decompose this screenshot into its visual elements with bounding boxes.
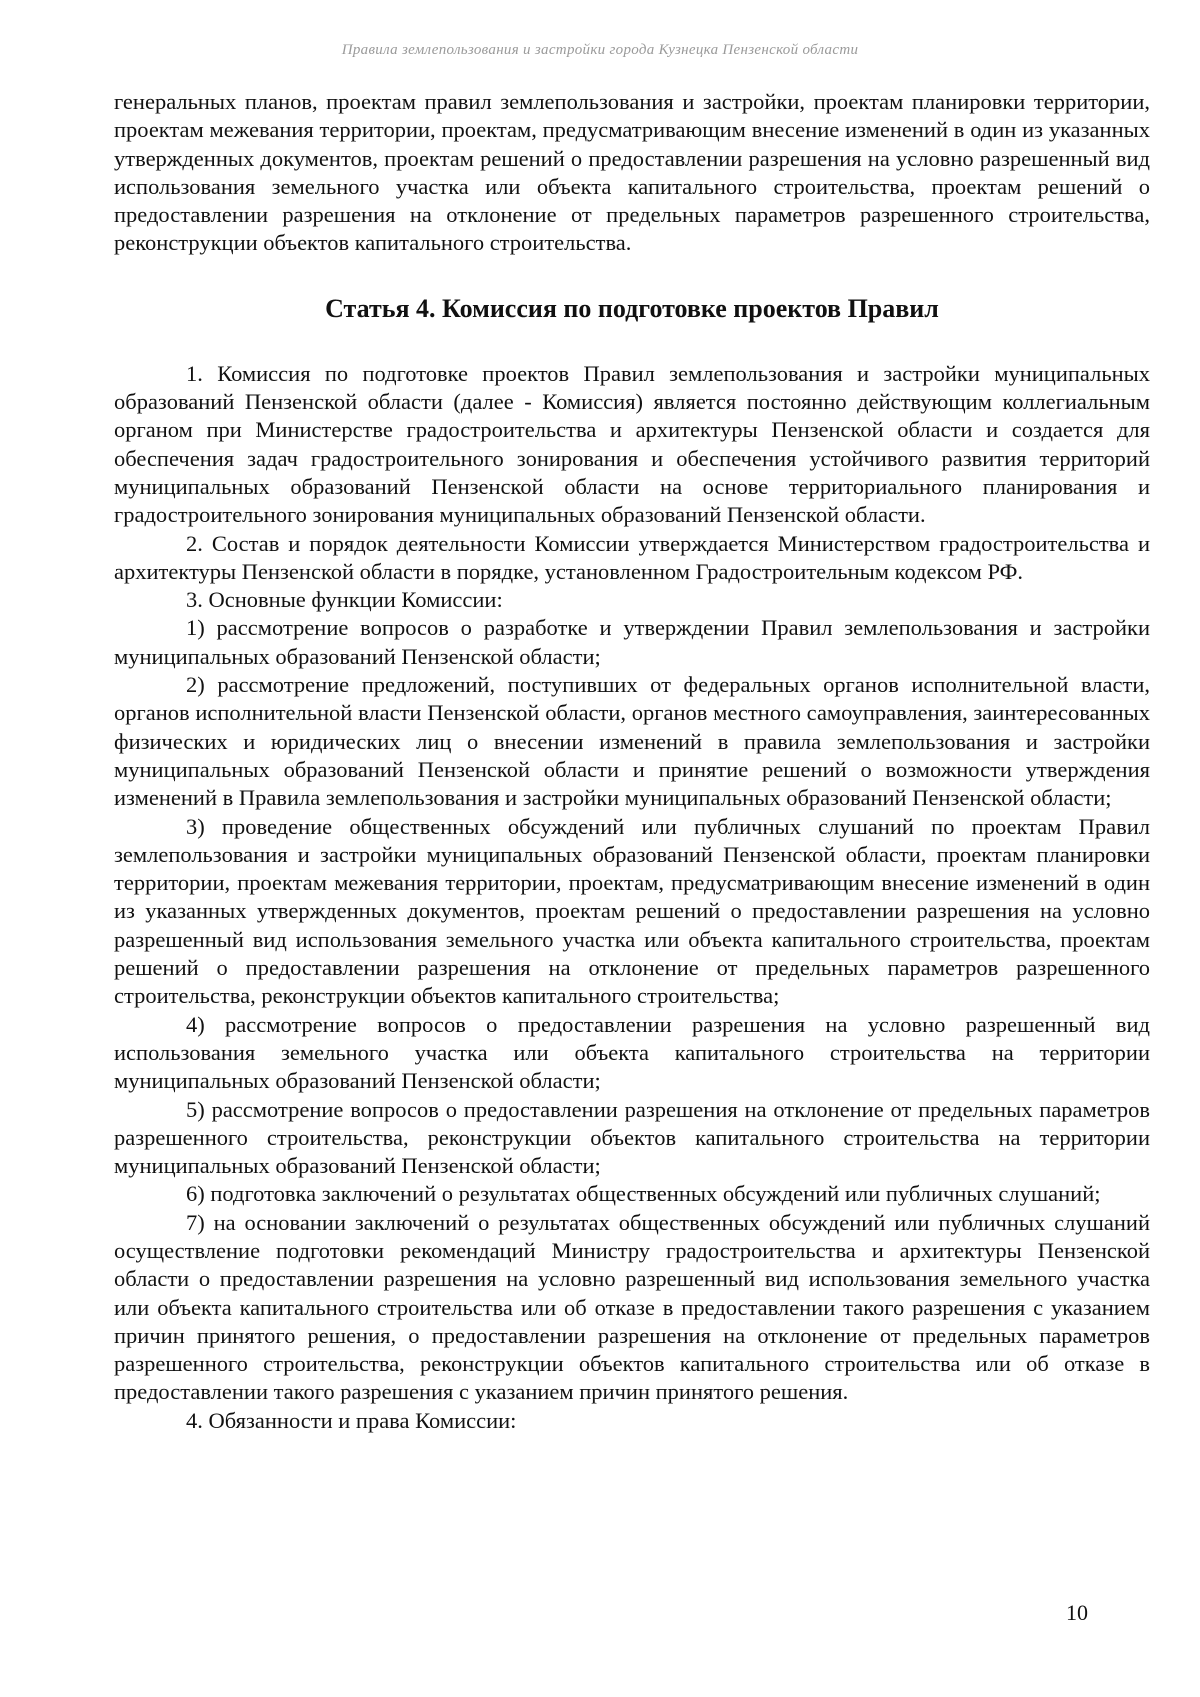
function-item-6: 6) подготовка заключений о результатах общественных обсуждений или публичных слушаний;: [186, 1181, 1101, 1207]
paragraph-continuation: генеральных планов, проектам правил землепользования и застройки, проектам планировки территории, проектам межевания территории, проектам, предусматривающим внесение изменений в один из указанных утвержденных документов, проектам решений о предоставлении разрешения на условно разрешенный вид использования земельного участка или объекта капитального строительства, проектам решений о предоставлении разрешения на отклонение от предельных параметров разрешенного строительства, реконструкции объектов капитального строительства.: [114, 89, 1150, 256]
function-item-7: 7) на основании заключений о результатах общественных обсуждений или публичных слушаний осуществление подготовки рекомендаций Министру градостроительства и архитектуры Пензенской области о предоставлении разрешения на условно разрешенный вид использования земельного участка или объекта капитального строительства или об отказе в предоставлении такого разрешения с указанием причин принятого решения, о предоставлении разрешения на отклонение от предельных параметров разрешенного строительства, реконструкции объектов капитального строительства или об отказе в предоставлении такого разрешения с указанием причин принятого решения.: [114, 1209, 1150, 1405]
document-body: [114, 88, 1150, 1435]
article-paragraph-2: 2. Состав и порядок деятельности Комиссии утверждается Министерством градостроительства и архитектуры Пензенской области в порядке, установленном Градостроительным кодексом РФ.: [114, 530, 1150, 584]
article-paragraph-1: 1. Комиссия по подготовке проектов Правил землепользования и застройки муниципальных образований Пензенской области (далее - Комиссия) является постоянно действующим коллегиальным органом при Министерстве градостроительства и архитектуры Пензенской области и создается для обеспечения задач градостроительного зонирования и обеспечения устойчивого развития территорий муниципальных образований Пензенской области на основе территориального планирования и градостроительного зонирования муниципальных образований Пензенской области.: [114, 360, 1150, 528]
function-item-5: 5) рассмотрение вопросов о предоставлении разрешения на отклонение от предельных параметров разрешенного строительства, реконструкции объектов капитального строительства на территории муниципальных образований Пензенской области;: [114, 1096, 1150, 1179]
article-title: Статья 4. Комиссия по подготовке проектов Правил: [325, 293, 939, 323]
page-number: 10: [1066, 1600, 1088, 1625]
function-item-1: 1) рассмотрение вопросов о разработке и утверждении Правил землепользования и застройки муниципальных образований Пензенской области;: [114, 615, 1150, 669]
function-item-3: 3) проведение общественных обсуждений или публичных слушаний по проектам Правил землепользования и застройки муниципальных образований Пензенской области, проектам планировки территории, проектам межевания территории, проектам, предусматривающим внесение изменений в один из указанных утвержденных документов, проектам решений о предоставлении разрешения на условно разрешенный вид использования земельного участка или объекта капитального строительства, проектам решений о предоставлении разрешения на отклонение от предельных параметров разрешенного строительства, реконструкции объектов капитального строительства;: [114, 813, 1150, 1009]
article-paragraph-4: 4. Обязанности и права Комиссии:: [186, 1407, 517, 1433]
article-paragraph-3: 3. Основные функции Комиссии:: [186, 587, 503, 613]
function-item-2: 2) рассмотрение предложений, поступивших от федеральных органов исполнительной власти, органов исполнительной власти Пензенской области, органов местного самоуправления, заинтересованных физических и юридических лиц о внесении изменений в правила землепользования и застройки муниципальных образований Пензенской области и принятие решений о возможности утверждения изменений в Правила землепользования и застройки муниципальных образований Пензенской области;: [114, 672, 1150, 811]
running-header: Правила землепользования и застройки города Кузнецка Пензенской области: [341, 42, 859, 58]
function-item-4: 4) рассмотрение вопросов о предоставлении разрешения на условно разрешенный вид использования земельного участка или объекта капитального строительства на территории муниципальных образований Пензенской области;: [114, 1011, 1150, 1094]
